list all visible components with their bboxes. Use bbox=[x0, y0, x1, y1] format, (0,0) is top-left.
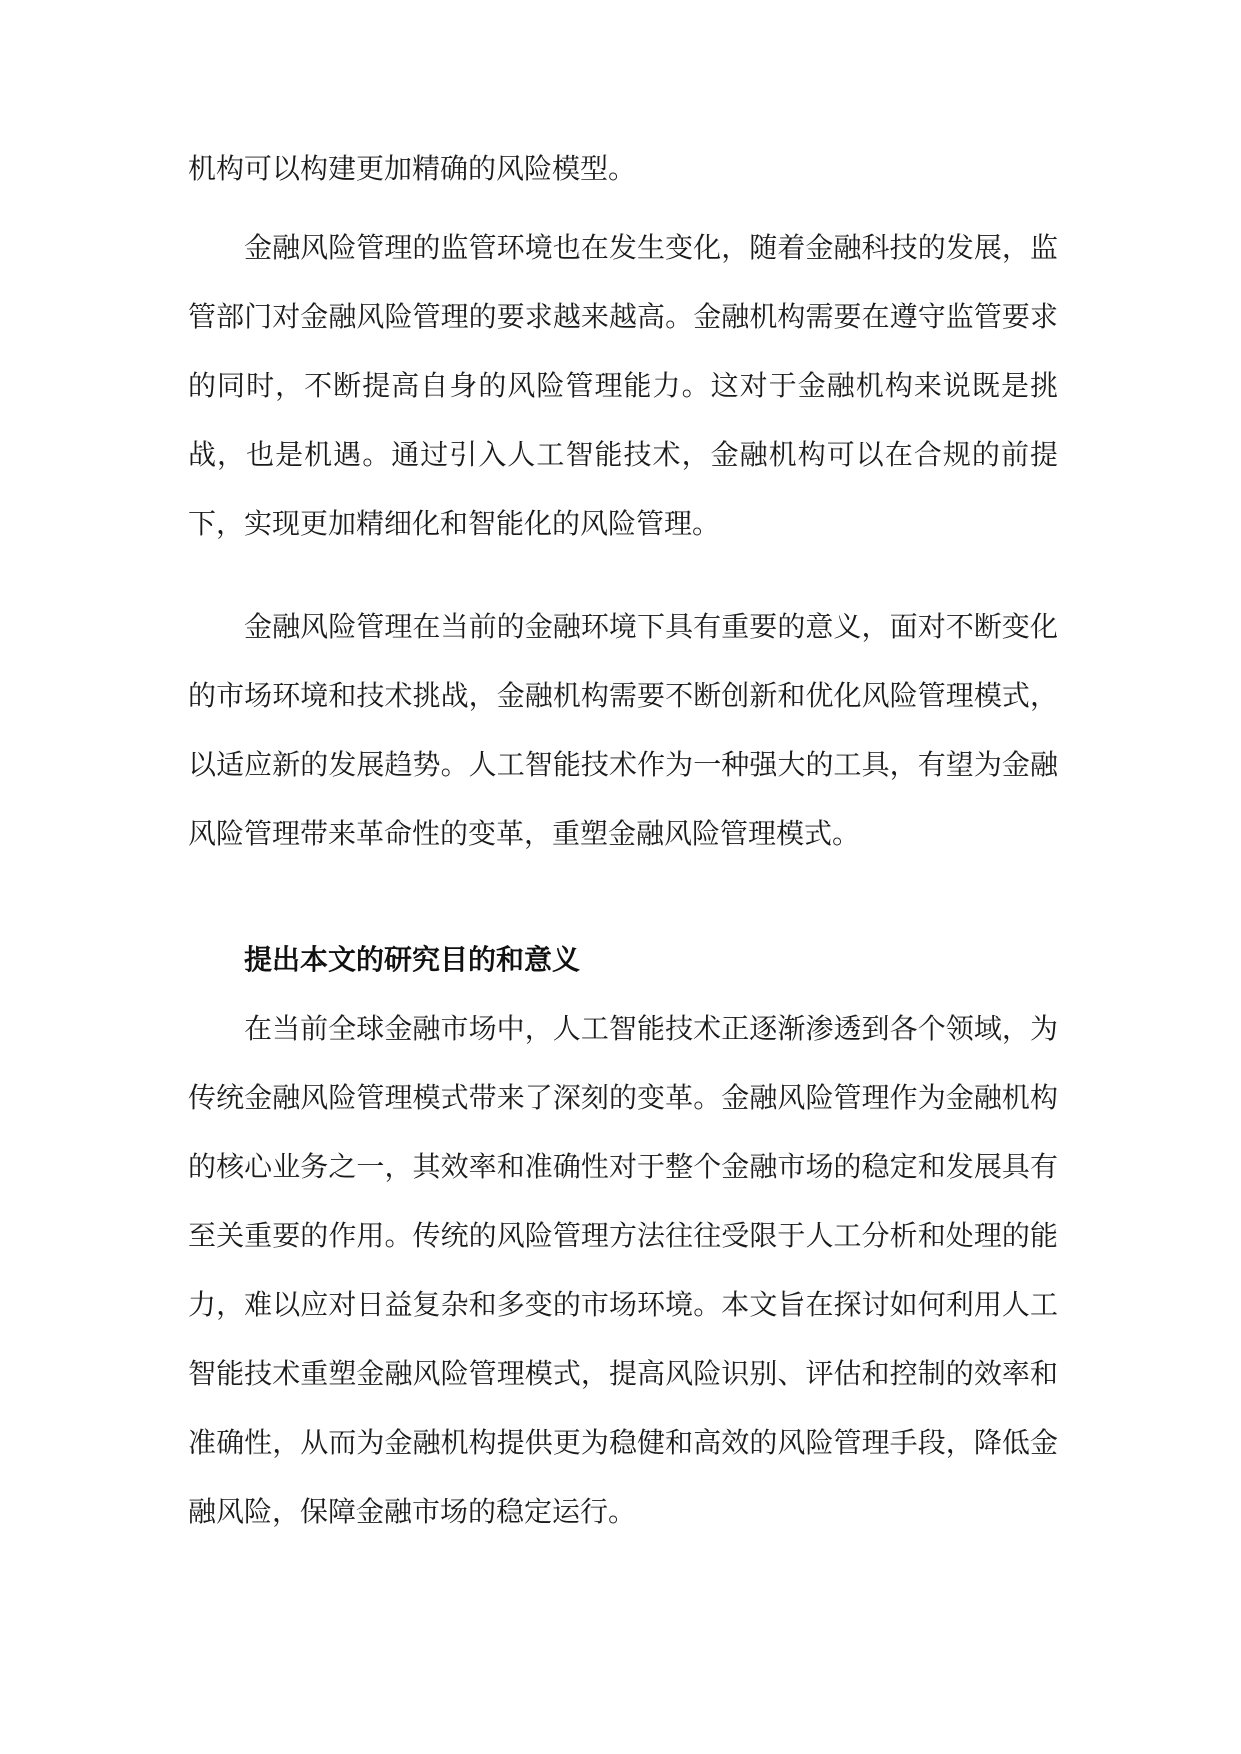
paragraph-significance: 金融风险管理在当前的金融环境下具有重要的意义，面对不断变化的市场环境和技术挑战，金融机构需要不断创新和优化风险管理模式，以适应新的发展趋势。人工智能技术作为一种强大的工具，有望为金融风险管理带来革命性的变革，重塑金融风险管理模式。 bbox=[188, 610, 1058, 850]
paragraph-research-purpose: 在当前全球金融市场中，人工智能技术正逐渐渗透到各个领域，为传统金融风险管理模式带来了深刻的变革。金融风险管理作为金融机构的核心业务之一，其效率和准确性对于整个金融市场的稳定和发展具有至关重要的作用。传统的风险管理方法往往受限于人工分析和处理的能力，难以应对日益复杂和多变的市场环境。本文旨在探讨如何利用人工智能技术重塑金融风险管理模式，提高风险识别、评估和控制的效率和准确性，从而为金融机构提供更为稳健和高效的风险管理手段，降低金融风险，保障金融市场的稳定运行。 bbox=[188, 1012, 1058, 1528]
paragraph-regulatory-environment: 金融风险管理的监管环境也在发生变化，随着金融科技的发展，监管部门对金融风险管理的要求越来越高。金融机构需要在遵守监管要求的同时，不断提高自身的风险管理能力。这对于金融机构来说既是挑战，也是机遇。通过引入人工智能技术，金融机构可以在合规的前提下，实现更加精细化和智能化的风险管理。 bbox=[188, 231, 1058, 540]
section-heading: 提出本文的研究目的和意义 bbox=[244, 943, 581, 976]
paragraph-continuation: 机构可以构建更加精确的风险模型。 bbox=[188, 152, 637, 185]
